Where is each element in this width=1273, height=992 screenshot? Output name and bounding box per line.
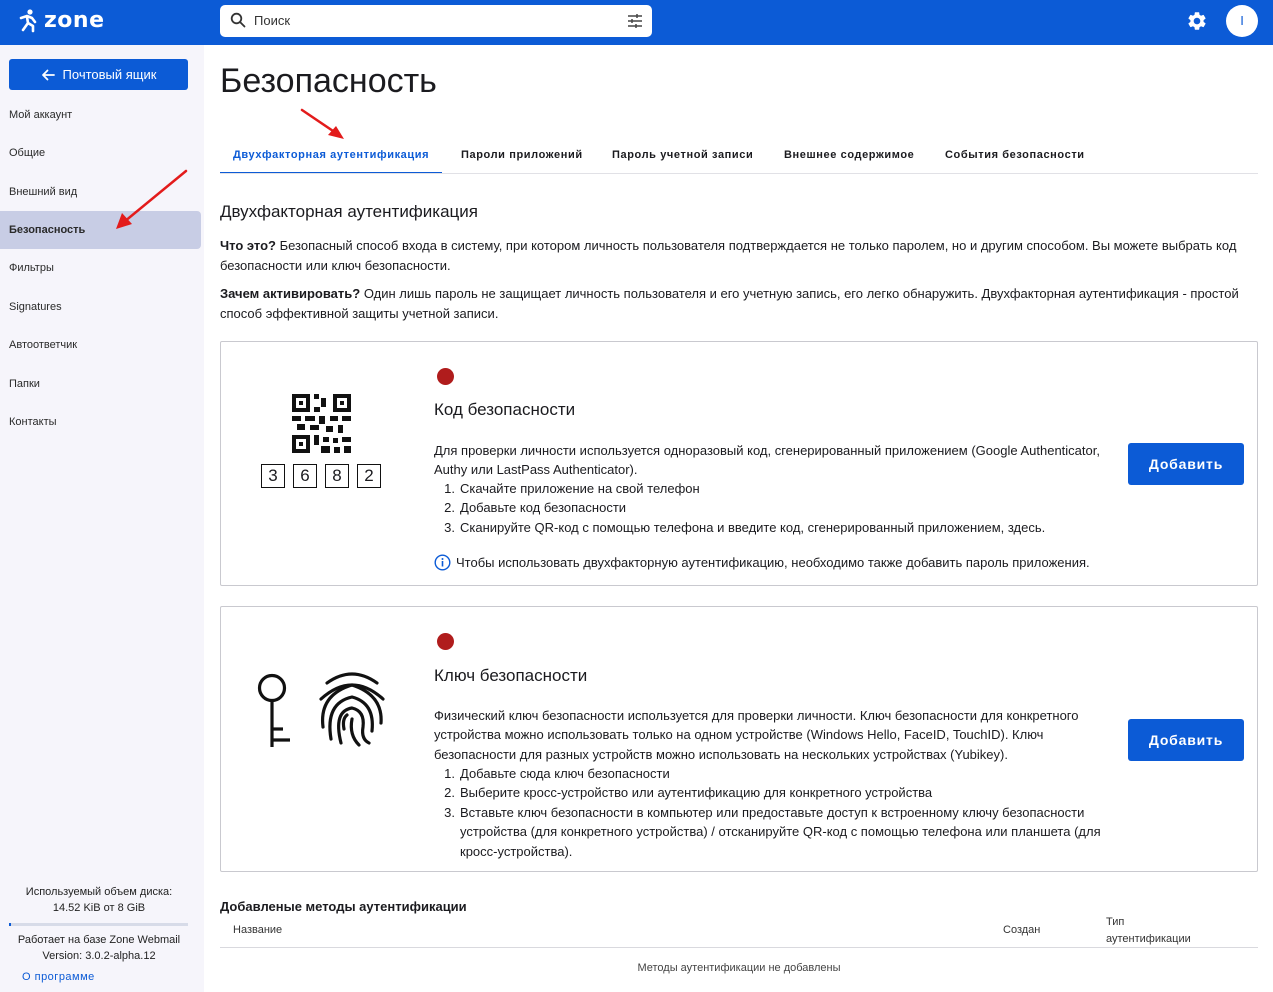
code-digit: 2 [357,464,381,488]
section-title: Двухфакторная аутентификация [220,202,478,221]
info-note [434,554,1090,571]
step-text: Добавьте код безопасности [460,500,627,516]
list-item: 3. Сканируйте QR-код с помощью телефона и введите код, сгенерированный приложением, здесь. [434,518,1114,537]
zone-logo[interactable] [18,8,105,34]
card-description: Физический ключ безопасности используется для проверки личности. Ключ безопасности для конкретного устройства можно использовать только на одном устройстве (Windows Hello, FaceID, TouchID). Ключ безопасности для разных устройств можно использовать на нескольких устройствах (Yubikey). [434,708,1079,762]
sidebar-item-contacts[interactable] [0,403,201,441]
step-text: Выберите кросс-устройство или аутентификацию для конкретного устройства [460,785,933,801]
add-security-code-button[interactable]: Добавить [1128,443,1244,485]
annotation-arrow-icon [298,106,348,142]
search-input[interactable]: Поиск [254,13,291,28]
filter-settings-icon[interactable] [626,12,644,30]
sidebar-item-label: Контакты [9,416,57,428]
about-link[interactable]: О программе [22,971,95,983]
card-steps [434,764,1114,861]
info-text: Чтобы использовать двухфакторную аутентификацию, необходимо также добавить пароль приложения. [456,555,1090,570]
disk-usage-bar [9,923,188,926]
status-dot [437,368,454,385]
card-steps [434,479,1114,537]
mailbox-button-label: Почтовый ящик [62,67,157,82]
step-text: Вставьте ключ безопасности в компьютер или предоставьте доступ к встроенному ключу безопасности устройства (для конкретного устройства) / отсканируйте QR-код с помощью телефона или планшета (для кросс-устройства). [460,804,1101,859]
list-item: 2. Выберите кросс-устройство или аутентификацию для конкретного устройства [434,783,1114,802]
key-icon [255,673,293,749]
what-is-it-paragraph [220,236,1250,276]
sidebar-item-general[interactable] [0,134,201,172]
code-digit: 3 [261,464,285,488]
sidebar-item-label: Мой аккаунт [9,109,73,121]
why-activate-paragraph [220,284,1250,324]
security-code-card [220,341,1258,586]
tab-external-content[interactable]: Внешнее содержимое [784,149,915,161]
column-header-name[interactable]: Название [233,924,283,936]
tab-security-events[interactable]: События безопасности [945,149,1085,161]
list-item: 1. Скачайте приложение на свой телефон [434,479,1114,498]
user-avatar[interactable]: I [1226,5,1258,37]
sidebar-item-signatures[interactable] [0,288,201,326]
tab-app-passwords[interactable]: Пароли приложений [461,149,583,161]
runner-icon [18,9,38,33]
status-dot [437,633,454,650]
search-bar[interactable] [220,5,652,37]
search-icon [230,12,246,28]
page-title: Безопасность [220,62,437,100]
logo-text: zone [44,8,105,33]
card-title: Ключ безопасности [434,666,588,685]
gear-icon[interactable] [1186,10,1208,32]
sidebar-item-label: Фильтры [9,262,54,274]
code-digit: 8 [325,464,349,488]
sidebar-item-account[interactable] [0,96,201,134]
security-key-card [220,606,1258,872]
code-digit: 6 [293,464,317,488]
sidebar-item-label: Папки [9,378,40,390]
add-security-key-button[interactable]: Добавить [1128,719,1244,761]
arrow-left-icon [41,68,55,82]
version-text: Version: 3.0.2-alpha.12 [42,950,156,962]
methods-title: Добавленые методы аутентификации [220,899,467,914]
table-divider [220,947,1258,948]
annotation-arrow-icon [110,168,190,232]
tab-account-password[interactable]: Пароль учетной записи [612,149,754,161]
why-activate-label: Зачем активировать? [220,286,361,301]
list-item: 1. Добавьте сюда ключ безопасности [434,764,1114,783]
sidebar-item-folders[interactable] [0,365,201,403]
what-is-it-label: Что это? [220,238,276,253]
column-header-created[interactable]: Создан [1003,924,1041,936]
card-title: Код безопасности [434,400,576,419]
card-description: Для проверки личности используется одноразовый код, сгенерированный приложением (Google Authenticator, Authy или LastPass Authenticator). [434,443,1100,478]
empty-state: Методы аутентификации не добавлены [637,962,841,974]
step-text: Сканируйте QR-код с помощью телефона и введите код, сгенерированный приложением, здесь. [460,519,1046,535]
sidebar-item-label: Безопасность [9,224,86,236]
why-activate-text: Один лишь пароль не защищает личность пользователя и его учетную запись, его легко обнаружить. Двухфакторная аутентификация - простой способ эффективной защиты учетной записи. [220,286,1239,321]
qr-code-icon [292,394,351,453]
what-is-it-text: Безопасный способ входа в систему, при котором личность пользователя подтверждается не только паролем, но и другим способом. Вы можете выбрать код безопасности или ключ безопасности. [220,238,1237,273]
column-header-type[interactable]: Тип аутентификации [1106,916,1191,945]
mailbox-button[interactable] [9,59,188,90]
sidebar-item-label: Signatures [9,301,62,313]
tabs-divider [220,173,1258,174]
powered-by: Работает на базе Zone Webmail [17,934,181,946]
disk-usage-label: Используемый объем диска: [25,886,173,898]
top-bar [0,0,1273,45]
tab-two-factor[interactable]: Двухфакторная аутентификация [220,138,442,174]
list-item: 2. Добавьте код безопасности [434,498,1114,517]
sidebar-item-autoresponder[interactable] [0,326,201,364]
sidebar-item-label: Автоответчик [9,339,78,351]
list-item: 3. Вставьте ключ безопасности в компьютер или предоставьте доступ к встроенному ключу безопасности устройства (для конкретного устройства) / отсканируйте QR-код с помощью телефона или планшета (для кросс-устройства). [434,803,1114,861]
disk-usage-fill [9,923,11,926]
step-text: Скачайте приложение на свой телефон [460,481,700,496]
step-text: Добавьте сюда ключ безопасности [460,766,670,781]
disk-usage-value: 14.52 KiB от 8 GiB [52,902,146,914]
code-digits [261,464,381,488]
sidebar-item-label: Общие [9,147,46,159]
sidebar-item-label: Внешний вид [9,186,78,198]
fingerprint-icon [317,669,387,749]
sidebar-item-filters[interactable] [0,249,201,287]
info-icon [434,554,451,571]
